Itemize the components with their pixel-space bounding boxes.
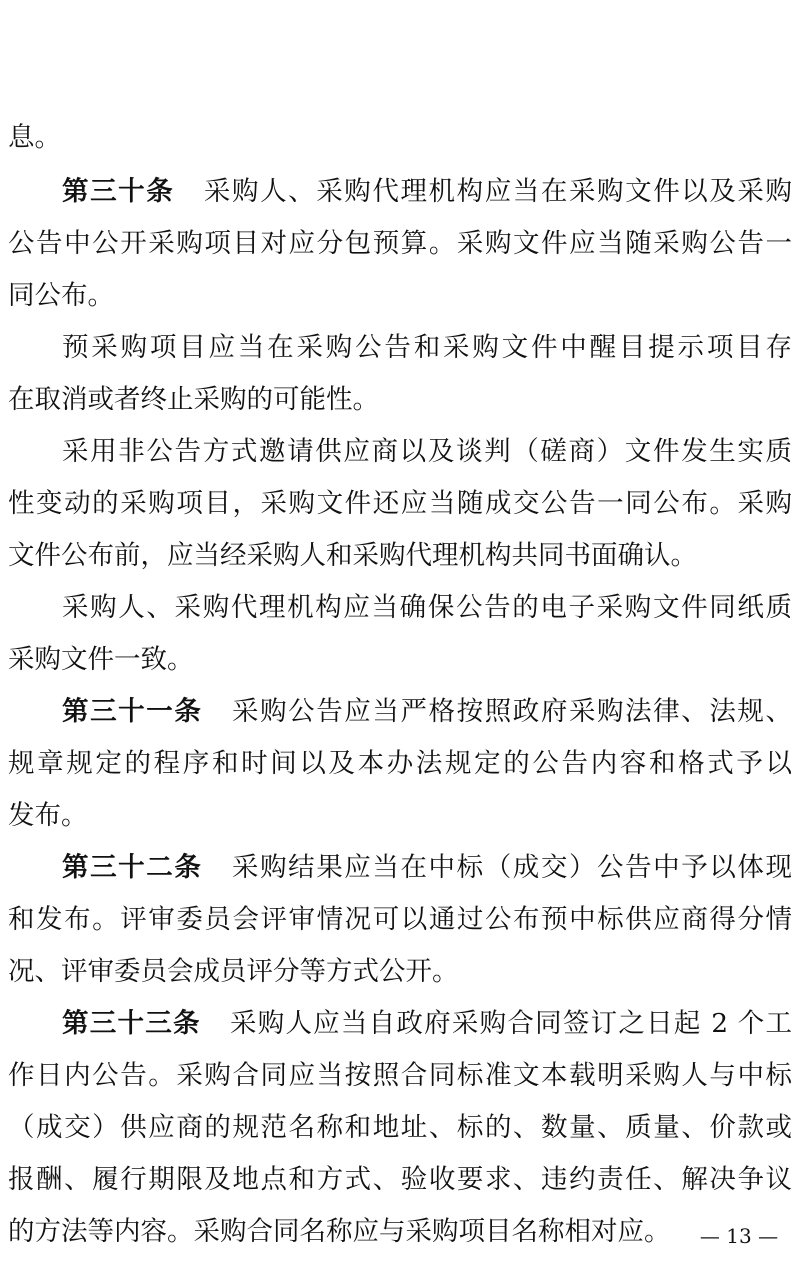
paragraph-line: 性变动的采购项目，采购文件还应当随成交公告一同公布。采购 (8, 488, 792, 519)
paragraph-line: 的方法等内容。采购合同名称应与采购项目名称相对应。 (8, 1216, 671, 1247)
article-32-line-1: 第三十二条 采购结果应当在中标（成交）公告中予以体现 (62, 852, 793, 883)
paragraph-line: 发布。 (8, 800, 88, 831)
article-30-line-1: 第三十条 采购人、采购代理机构应当在采购文件以及采购 (62, 176, 793, 207)
article-heading: 第三十二条 (62, 852, 203, 883)
paragraph-line: 预采购项目应当在采购公告和采购文件中醒目提示项目存 (62, 332, 792, 363)
article-heading: 第三十三条 (62, 1008, 201, 1039)
paragraph-line: 采用非公告方式邀请供应商以及谈判（磋商）文件发生实质 (62, 436, 792, 467)
paragraph-line: 息。 (8, 122, 61, 153)
paragraph-line: （成交）供应商的规范名称和地址、标的、数量、质量、价款或 (8, 1112, 792, 1143)
paragraph-line: 在取消或者终止采购的可能性。 (8, 384, 379, 415)
paragraph-line: 作日内公告。采购合同应当按照合同标准文本载明采购人与中标 (8, 1060, 792, 1091)
paragraph-line: 同公布。 (8, 280, 114, 311)
page-number: — 13 — (699, 1224, 779, 1248)
article-heading: 第三十条 (62, 176, 175, 207)
paragraph-line: 规章规定的程序和时间以及本办法规定的公告内容和格式予以 (8, 748, 792, 779)
paragraph-line: 采购文件一致。 (8, 644, 194, 675)
article-31-line-1: 第三十一条 采购公告应当严格按照政府采购法律、法规、 (62, 696, 793, 727)
paragraph-line: 采购人、采购代理机构应当确保公告的电子采购文件同纸质 (62, 592, 792, 623)
paragraph-line: 报酬、履行期限及地点和方式、验收要求、违约责任、解决争议 (8, 1164, 792, 1195)
article-33-line-1: 第三十三条 采购人应当自政府采购合同签订之日起 2 个工 (62, 1008, 792, 1039)
paragraph-line: 文件公布前，应当经采购人和采购代理机构共同书面确认。 (8, 540, 697, 571)
paragraph-line: 公告中公开采购项目对应分包预算。采购文件应当随采购公告一 (8, 228, 792, 259)
article-heading: 第三十一条 (62, 696, 203, 727)
paragraph-line: 和发布。评审委员会评审情况可以通过公布预中标供应商得分情 (8, 904, 792, 935)
paragraph-line: 况、评审委员会成员评分等方式公开。 (8, 956, 459, 987)
